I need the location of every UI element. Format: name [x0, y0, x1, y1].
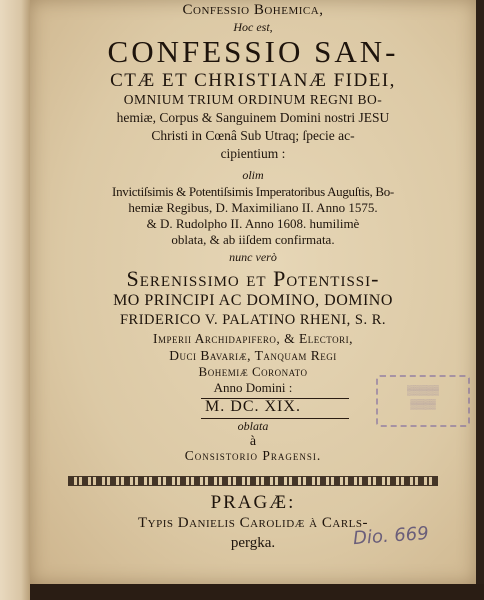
main-title-line-1: CONFESSIO SAN-: [107, 34, 399, 69]
subtitle-line-6: Christi in Cœnâ Sub Utraq; ſpecie ac-: [151, 128, 355, 143]
printer-line-1: Typis Danielis Carolidæ à Carls-: [137, 515, 368, 531]
printer-line-2: pergka.: [230, 535, 276, 551]
subtitle-line-7: cipientium :: [220, 146, 286, 161]
dedicatee-line-15: MO PRINCIPI AC DOMINO, DOMINO: [113, 292, 393, 309]
oblata: oblata: [237, 419, 269, 433]
dedication-line-10: hemiæ Regibus, D. Maximiliano II. Anno 1575.: [128, 200, 378, 215]
preposition-a: à: [249, 434, 257, 449]
subtitle-line-4: OMNIUM TRIUM ORDINUM REGNI BO-: [123, 92, 383, 107]
header-line: Confessio Bohemica,: [182, 2, 324, 18]
dedication-line-12: oblata, & ab iiſdem confirmata.: [171, 232, 335, 247]
ornamental-border: [68, 476, 438, 486]
title-page: [30, 0, 476, 584]
nunc-vero: nunc verò: [229, 250, 277, 264]
handwritten-shelfmark: Dio. 669: [352, 522, 430, 550]
dedicatee-line-14: Serenissimo et Potentissi-: [126, 266, 380, 291]
library-stamp: ▒▒▒▒▒ ▒▒▒▒: [376, 375, 470, 427]
subtitle-line-5: hemiæ, Corpus & Sanguinem Domini nostri JESU: [116, 110, 390, 125]
dedicatee-line-16: FRIDERICO V. PALATINO RHENI, S. R.: [119, 312, 387, 328]
dedicatee-line-19: Bohemiæ Coronato: [198, 364, 308, 379]
place-of-printing: PRAGÆ:: [210, 492, 296, 513]
dedication-line-9: Invictiſsimis & Potentiſsimis Imperatoribus Auguſtis, Bo-: [112, 184, 394, 199]
bottom-margin-shadow: [30, 584, 484, 600]
year: M. DC. XIX.: [205, 398, 301, 415]
right-margin-shadow: [476, 0, 484, 600]
hoc-est: Hoc est,: [233, 20, 273, 34]
previous-page-edge: [0, 0, 30, 600]
olim: olim: [242, 168, 264, 182]
anno-domini: Anno Domini :: [213, 380, 293, 395]
dedicatee-line-17: Imperii Archidapifero, & Electori,: [153, 331, 353, 346]
consistorio: Consistorio Pragensi.: [184, 448, 322, 463]
dedicatee-line-18: Duci Bavariæ, Tanquam Regi: [169, 348, 337, 363]
dedication-line-11: & D. Rudolpho II. Anno 1608. humilimè: [146, 216, 360, 231]
main-title-line-2: CTÆ ET CHRISTIANÆ FIDEI,: [110, 70, 396, 91]
